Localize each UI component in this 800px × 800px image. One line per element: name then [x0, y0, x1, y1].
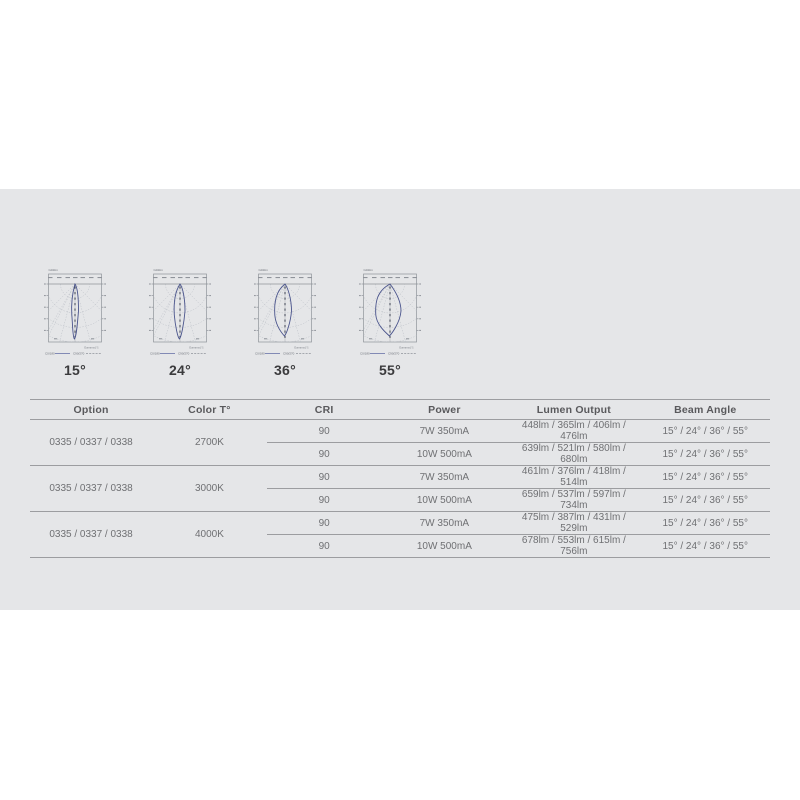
plot-title: Cd/klm: [258, 268, 268, 272]
cell-option: 0335 / 0337 / 0338: [30, 512, 152, 558]
col-header-lumen-output: Lumen Output: [507, 400, 640, 420]
cell-cri: 90: [318, 448, 330, 460]
top-whitespace: [0, 0, 800, 189]
photometry-section: [0, 189, 800, 610]
cell-power: 7W 350mA: [381, 466, 507, 489]
col-header-beam-angle: Beam Angle: [640, 400, 770, 420]
cell-beam-angle: 15° / 24° / 36° / 55°: [662, 540, 748, 552]
legend-c90-270-label: C90/270: [178, 351, 190, 356]
plot-legend: [360, 352, 416, 356]
table-row: [30, 420, 770, 443]
col-header-option: Option: [30, 400, 152, 420]
legend-c90-270-label: C90/270: [73, 351, 85, 356]
cell-option: 0335 / 0337 / 0338: [49, 437, 133, 448]
beam-angle-label: 55°: [378, 362, 402, 378]
col-header-power: Power: [381, 400, 507, 420]
beam-angle-label: 15°: [63, 362, 87, 378]
top-angle-tick-labels: [258, 277, 312, 278]
cell-beam-angle: 15° / 24° / 36° / 55°: [640, 466, 770, 489]
cell-color-t: 3000K: [152, 466, 267, 512]
col-header-cri: CRI: [267, 400, 382, 420]
gamma-axis-label: Gamma [°]: [294, 345, 309, 350]
cell-option: 0335 / 0337 / 0338: [30, 466, 152, 512]
cell-cri: 90: [318, 540, 330, 552]
photometric-diagram-55: [359, 262, 421, 378]
top-angle-tick-labels: [153, 277, 207, 278]
spec-table-wrap: [30, 399, 770, 558]
spec-group-4000k: [30, 512, 770, 558]
beam-curve: [376, 284, 401, 336]
top-angle-tick-labels: [363, 277, 417, 278]
spec-table-header: [30, 400, 770, 420]
photometric-diagrams-row: [44, 189, 800, 378]
beam-curve: [275, 284, 292, 336]
plot-title: Cd/klm: [363, 268, 373, 272]
gamma-axis-label: Gamma [°]: [84, 345, 99, 350]
cell-power: 7W 350mA: [381, 512, 507, 535]
spec-group-3000k: [30, 466, 770, 512]
cell-power: 10W 500mA: [416, 540, 472, 552]
cell-color-t: 4000K: [152, 512, 267, 558]
photometric-plot: [149, 262, 211, 358]
photometric-diagram-24: [149, 262, 211, 378]
plot-legend: [150, 352, 206, 356]
cell-lumen-output: 639lm / 521lm / 580lm / 680lm: [521, 443, 626, 465]
cell-cri: 90: [267, 466, 382, 489]
photometric-plot: [254, 262, 316, 358]
legend-c0-180-label: C0/180: [150, 351, 160, 356]
col-header-color-t: Color T°: [152, 400, 267, 420]
gamma-axis-label: Gamma [°]: [189, 345, 204, 350]
legend-c90-270-label: C90/270: [388, 351, 400, 356]
spec-group-2700k: [30, 420, 770, 466]
cell-beam-angle: 15° / 24° / 36° / 55°: [640, 420, 770, 443]
cell-lumen-output: 448lm / 365lm / 406lm / 476lm: [507, 420, 640, 443]
plot-legend: [255, 352, 311, 356]
cell-beam-angle: 15° / 24° / 36° / 55°: [662, 448, 748, 460]
legend-c0-180-label: C0/180: [255, 351, 265, 356]
cell-lumen-output: 678lm / 553lm / 615lm / 756lm: [521, 535, 626, 557]
plot-title: Cd/klm: [153, 268, 163, 272]
cell-cri: 90: [318, 494, 330, 506]
cell-color-t: 2700K: [194, 437, 224, 448]
beam-angle-label: 36°: [273, 362, 297, 378]
plot-title: Cd/klm: [48, 268, 58, 272]
cell-lumen-output: 475lm / 387lm / 431lm / 529lm: [507, 512, 640, 535]
spec-table: [30, 399, 770, 558]
legend-c90-270-label: C90/270: [283, 351, 295, 356]
beam-angle-label: 24°: [168, 362, 192, 378]
cell-power: 10W 500mA: [416, 448, 472, 460]
cell-beam-angle: 15° / 24° / 36° / 55°: [640, 512, 770, 535]
cell-cri: 90: [267, 512, 382, 535]
photometric-diagram-15: [44, 262, 106, 378]
plot-legend: [45, 352, 101, 356]
top-angle-tick-labels: [48, 277, 102, 278]
table-row: [30, 466, 770, 489]
gamma-axis-label: Gamma [°]: [399, 345, 414, 350]
legend-c0-180-label: C0/180: [45, 351, 55, 356]
cell-power: 10W 500mA: [416, 494, 472, 506]
legend-c0-180-label: C0/180: [360, 351, 370, 356]
photometric-plot: [359, 262, 421, 358]
cell-beam-angle: 15° / 24° / 36° / 55°: [662, 494, 748, 506]
cell-lumen-output: 461lm / 376lm / 418lm / 514lm: [507, 466, 640, 489]
cell-cri: 90: [267, 420, 382, 443]
table-row: [30, 512, 770, 535]
cell-lumen-output: 659lm / 537lm / 597lm / 734lm: [521, 489, 626, 511]
photometric-diagram-36: [254, 262, 316, 378]
cell-power: 7W 350mA: [381, 420, 507, 443]
photometric-plot: [44, 262, 106, 358]
